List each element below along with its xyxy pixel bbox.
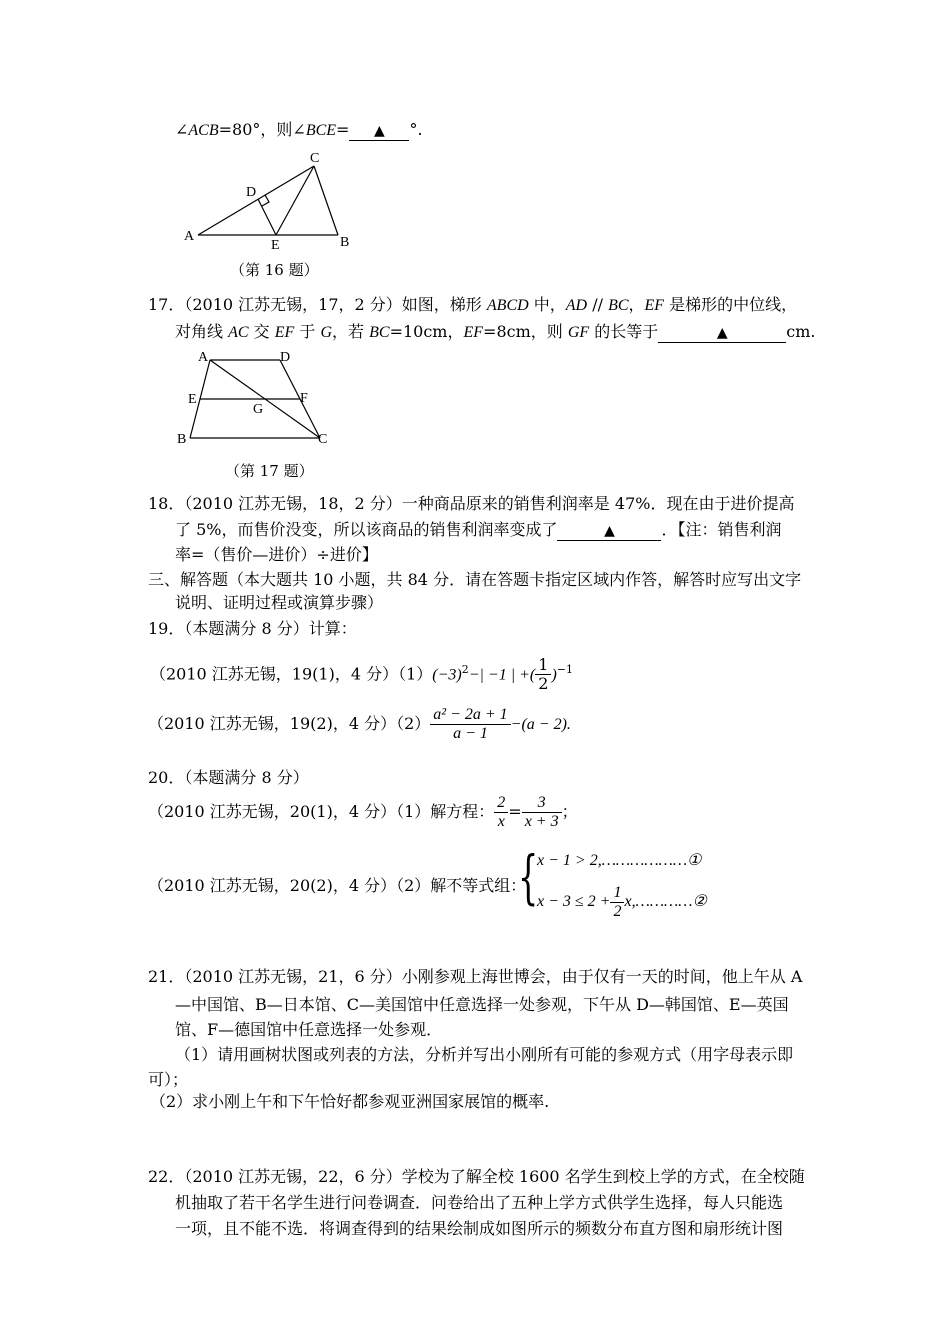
question-number: 17．	[148, 295, 185, 314]
label-g: G	[253, 402, 264, 417]
inequality-2: x − 3 ≤ 2 + $\frac{1}{2}$ x,…………②	[537, 883, 707, 920]
fraction-one-half: $\frac{1}{2}$	[610, 884, 624, 921]
q18-answer-blank[interactable]: ▲	[557, 521, 661, 541]
q21-line5: 可）；	[148, 1070, 189, 1089]
fraction-expression: $\frac{\text{a² − 2a + 1}}{a - 1}$	[430, 706, 510, 743]
q18-line2: 了 5%，而售价没变，所以该商品的销售利润率变成了 ▲ ．【注：销售利润	[175, 520, 782, 539]
q22-line2: 机抽取了若干名学生进行问卷调查．问卷给出了五种上学方式供学生选择，每人只能选	[175, 1193, 784, 1212]
label-b: B	[340, 235, 350, 250]
label-d: D	[246, 185, 257, 200]
q19-part1: （2010 江苏无锡，19(1)，4 分）$(1)(-3)^2-| -1$ | +( $\frac{1}{2}$ )$^{-1}$	[150, 655, 573, 694]
label-f: F	[300, 391, 308, 406]
q22-line1: 22．（2010 江苏无锡，22，6 分）学校为了解全校 1600 名学生到校上学的方式，在全校随	[148, 1167, 805, 1186]
q22-line3: 一项，且不能不选．将调查得到的结果绘制成如图所示的频数分布直方图和扇形统计图	[175, 1219, 784, 1238]
q16-caption: （第 16 题）	[230, 261, 319, 279]
section-3-heading: 三、解答题（本大题共 10 小题，共 84 分．请在答题卡指定区域内作答，解答时应写出文字	[148, 570, 802, 589]
q17-answer-blank[interactable]: ▲	[658, 323, 786, 343]
q16-answer-blank[interactable]: ▲	[349, 121, 409, 141]
q17-line1: 17．（2010 江苏无锡，17，2 分）如图，梯形 ABCD 中，AD // BC，EF 是梯形的中位线，	[148, 295, 798, 314]
q20-part1: （2010 江苏无锡，20(1)，4 分）（1）解方程： $\frac{2}{x}$ = $\frac{3}{x + 3}$ ；	[148, 794, 578, 830]
q17-caption: （第 17 题）	[225, 462, 314, 480]
q21-line4: （1）请用画树状图或列表的方法，分析并写出小刚所有可能的参观方式（用字母表示即	[175, 1045, 794, 1064]
label-e: E	[188, 392, 197, 407]
q16-answer-line: ∠ACB=80°，则∠BCE= ▲ °.	[175, 120, 423, 139]
angle-acb: ACB	[188, 122, 219, 139]
fraction-one-half: $\frac{1}{2}$	[535, 656, 551, 693]
label-c: C	[310, 151, 320, 166]
question-number: 18．	[148, 494, 185, 513]
label-b: B	[177, 432, 187, 447]
q16-triangle-figure	[180, 148, 370, 253]
q19-heading: 19．（本题满分 8 分）计算：	[148, 619, 357, 638]
angle-bce: BCE	[305, 122, 337, 139]
q18-line3: 率=（售价—进价）÷进价】	[175, 545, 378, 564]
q19-part2: （2010 江苏无锡，19(2)，4 分）（2） $\frac{\text{a² − 2a + 1}}{a - 1}$ −(a − 2).	[148, 706, 571, 742]
segment-cb	[314, 166, 338, 235]
system-brace: {	[518, 843, 539, 911]
inequality-1: x − 1 > 2,………………①	[537, 852, 702, 869]
q21-line1: 21．（2010 江苏无锡，21，6 分）小刚参观上海世博会，由于仅有一天的时间，他上午从 A	[148, 967, 803, 986]
label-a: A	[198, 350, 209, 365]
question-number: 19．	[148, 619, 185, 638]
q21-line3: 馆、F—德国馆中任意选择一处参观．	[175, 1020, 443, 1039]
question-number: 20．	[148, 768, 185, 787]
label-d: D	[280, 350, 291, 365]
fraction-right: $\frac{3}{x + 3}$	[522, 794, 562, 831]
question-number: 22．	[148, 1167, 185, 1186]
segment-de	[258, 199, 276, 235]
segment-ce	[276, 166, 314, 235]
fraction-left: $\frac{2}{x}$	[494, 794, 508, 831]
segment-ac	[198, 166, 314, 235]
label-a: A	[184, 229, 195, 244]
q21-line2: —中国馆、B—日本馆、C—美国馆中任意选择一处参观，下午从 D—韩国馆、E—英国	[175, 995, 789, 1014]
label-c: C	[318, 432, 328, 447]
q18-line1: 18．（2010 江苏无锡，18，2 分）一种商品原来的销售利润率是 47%．现在由于进价提高	[148, 494, 795, 513]
q17-line2: 对角线 AC 交 EF 于 G，若 BC=10cm，EF=8cm，则 GF 的长等于 ▲ cm.	[175, 322, 816, 341]
q20-heading: 20．（本题满分 8 分）	[148, 768, 309, 787]
q17-trapezoid-figure	[172, 348, 342, 448]
section-3-heading-cont: 说明、证明过程或演算步骤）	[175, 593, 384, 612]
q21-line6: （2）求小刚上午和下午恰好都参观亚洲国家展馆的概率.	[150, 1092, 550, 1111]
q20-part2-label: （2010 江苏无锡，20(2)，4 分）（2）解不等式组：	[148, 876, 527, 895]
label-e: E	[271, 238, 280, 253]
question-number: 21．	[148, 967, 185, 986]
